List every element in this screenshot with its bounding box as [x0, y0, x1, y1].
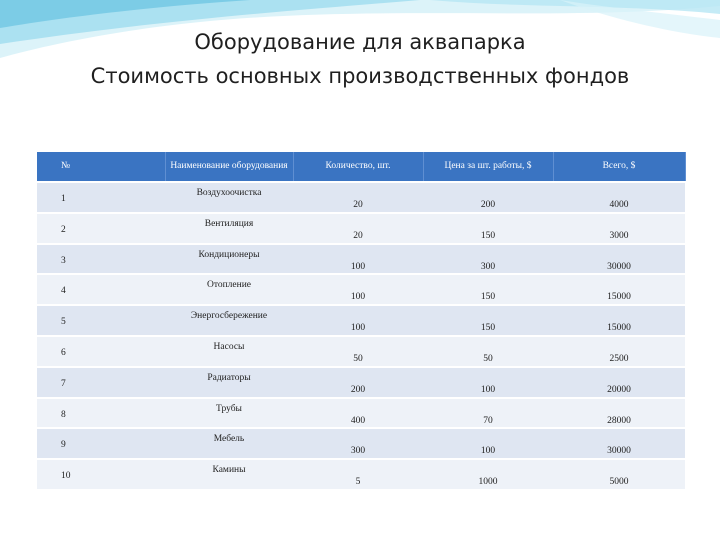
row-number: 3	[61, 255, 66, 266]
quantity: 5	[355, 477, 361, 488]
equipment-cost-table	[37, 152, 686, 489]
equipment-name: Трубы	[216, 403, 242, 414]
total: 2500	[609, 353, 629, 364]
equipment-name: Энергосбережение	[190, 311, 268, 322]
equipment-name: Кондиционеры	[198, 249, 260, 260]
equipment-name: Воздухоочистка	[196, 188, 262, 198]
unit-price: 70	[483, 415, 493, 426]
equipment-name-cell	[165, 182, 293, 213]
unit-price: 50	[483, 353, 493, 364]
unit-price-cell	[423, 428, 553, 459]
table-row	[37, 367, 685, 398]
equipment-name: Вентиляция	[204, 218, 254, 229]
unit-price: 100	[480, 446, 496, 457]
row-number-cell	[37, 213, 165, 244]
decorative-swoosh	[0, 0, 720, 110]
quantity: 20	[353, 200, 363, 210]
total: 30000	[607, 446, 631, 457]
equipment-name-cell	[165, 367, 293, 398]
quantity-cell	[293, 274, 423, 305]
quantity-cell	[293, 244, 423, 275]
total-cell	[553, 367, 685, 398]
equipment-name-cell	[165, 274, 293, 305]
equipment-name: Мебель	[213, 434, 245, 445]
quantity-cell	[293, 459, 423, 489]
row-number-cell	[37, 459, 165, 489]
quantity: 300	[350, 446, 366, 457]
equipment-name-cell	[165, 398, 293, 429]
title-line-1: Оборудование для аквапарка	[194, 30, 526, 54]
total-cell	[553, 305, 685, 336]
unit-price: 300	[480, 261, 496, 272]
quantity-cell	[293, 367, 423, 398]
unit-price: 150	[480, 323, 496, 334]
quantity: 100	[350, 292, 366, 303]
table-row	[37, 182, 685, 213]
total: 28000	[607, 415, 631, 426]
quantity: 50	[353, 353, 363, 364]
table-row	[37, 244, 685, 275]
table-row	[37, 336, 685, 367]
quantity-cell	[293, 305, 423, 336]
quantity: 100	[350, 261, 366, 272]
total-cell	[553, 459, 685, 489]
total-cell	[553, 244, 685, 275]
table-header-row	[37, 152, 685, 182]
total: 15000	[607, 323, 631, 334]
equipment-name-cell	[165, 213, 293, 244]
equipment-name-cell	[165, 305, 293, 336]
header-quantity: Количество, шт.	[293, 152, 423, 182]
equipment-name-cell	[165, 428, 293, 459]
row-number-cell	[37, 182, 165, 213]
table-row	[37, 305, 685, 336]
row-number: 5	[61, 317, 66, 328]
unit-price-cell	[423, 336, 553, 367]
quantity-cell	[293, 336, 423, 367]
table-row	[37, 428, 685, 459]
header-equipment-name: Наименование оборудования	[165, 152, 293, 182]
quantity: 100	[350, 323, 366, 334]
equipment-name: Отопление	[206, 280, 252, 291]
unit-price: 150	[480, 230, 496, 241]
row-number: 9	[61, 440, 66, 451]
unit-price-cell	[423, 244, 553, 275]
equipment-name-cell	[165, 459, 293, 489]
header-number: №	[37, 152, 165, 182]
quantity-cell	[293, 213, 423, 244]
table-row	[37, 274, 685, 305]
unit-price-cell	[423, 182, 553, 213]
row-number-cell	[37, 274, 165, 305]
equipment-name-cell	[165, 244, 293, 275]
row-number: 6	[61, 347, 66, 358]
row-number-cell	[37, 398, 165, 429]
quantity-cell	[293, 182, 423, 213]
row-number: 8	[61, 409, 66, 420]
table-row	[37, 459, 685, 489]
unit-price: 1000	[478, 477, 498, 488]
title-line-2: Стоимость основных производственных фондов	[90, 64, 630, 88]
row-number-cell	[37, 305, 165, 336]
unit-price-cell	[423, 305, 553, 336]
row-number-cell	[37, 428, 165, 459]
equipment-name: Радиаторы	[207, 372, 251, 383]
total-cell	[553, 274, 685, 305]
header-total: Всего, $	[553, 152, 685, 182]
equipment-name-cell	[165, 336, 293, 367]
unit-price-cell	[423, 459, 553, 489]
total: 5000	[609, 477, 629, 488]
row-number-cell	[37, 336, 165, 367]
total-cell	[553, 336, 685, 367]
equipment-name: Насосы	[213, 341, 245, 352]
quantity-cell	[293, 398, 423, 429]
quantity: 200	[350, 384, 366, 395]
unit-price: 200	[480, 200, 496, 210]
unit-price-cell	[423, 367, 553, 398]
total: 20000	[607, 384, 631, 395]
unit-price: 100	[480, 384, 496, 395]
total: 3000	[609, 230, 629, 241]
unit-price: 150	[480, 292, 496, 303]
quantity: 20	[353, 230, 363, 241]
row-number-cell	[37, 244, 165, 275]
total: 30000	[607, 261, 631, 272]
total-cell	[553, 428, 685, 459]
unit-price-cell	[423, 398, 553, 429]
total-cell	[553, 182, 685, 213]
quantity: 400	[350, 415, 366, 426]
quantity-cell	[293, 428, 423, 459]
unit-price-cell	[423, 274, 553, 305]
total-cell	[553, 213, 685, 244]
total: 4000	[609, 200, 629, 210]
row-number: 4	[61, 286, 66, 297]
total: 15000	[607, 292, 631, 303]
unit-price-cell	[423, 213, 553, 244]
row-number: 7	[61, 378, 66, 389]
row-number: 2	[61, 224, 66, 235]
row-number: 1	[61, 194, 66, 204]
total-cell	[553, 398, 685, 429]
row-number-cell	[37, 367, 165, 398]
table-row	[37, 213, 685, 244]
equipment-name: Камины	[212, 465, 246, 476]
header-unit-price: Цена за шт. работы, $	[423, 152, 553, 182]
row-number: 10	[61, 471, 71, 482]
table-row	[37, 398, 685, 429]
